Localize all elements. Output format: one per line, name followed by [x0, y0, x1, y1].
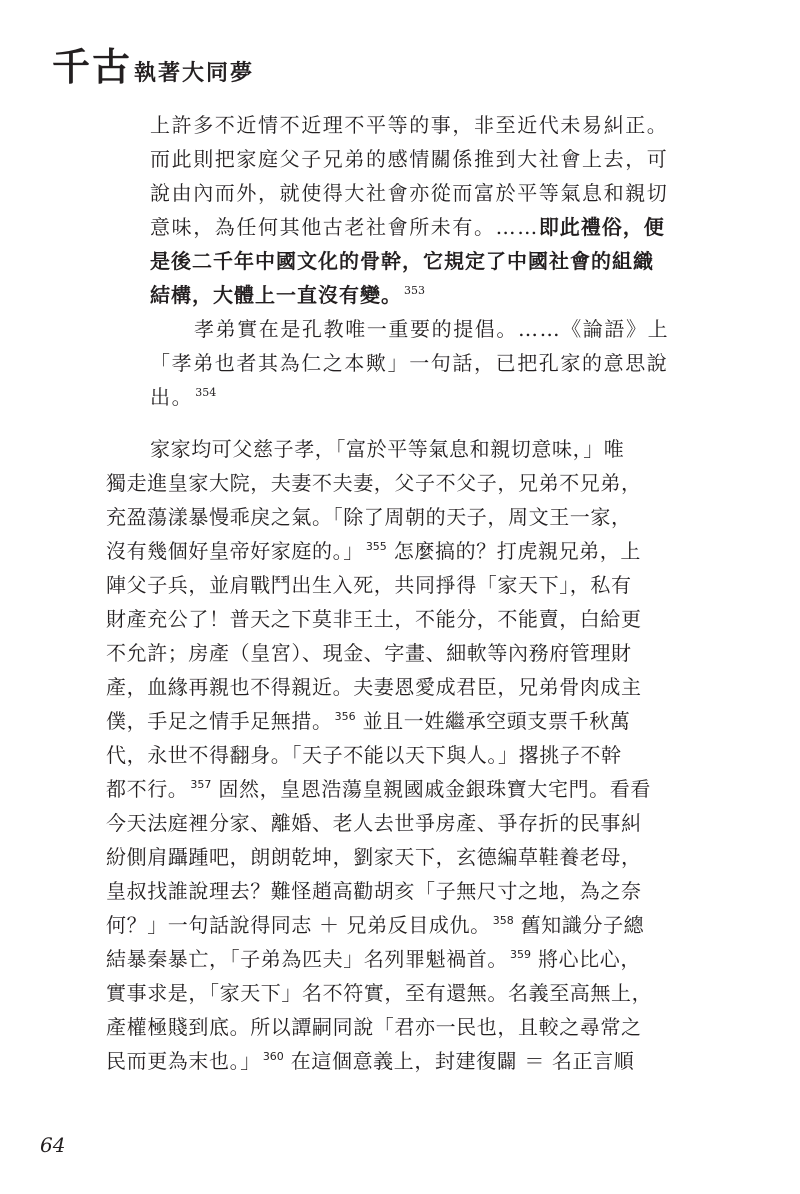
body-text: 在這個意義上，封建復闢 ＝ 名正言順 [290, 1049, 635, 1073]
body-line [106, 772, 678, 806]
body-line: 家家均可父慈子孝，「富於平等氣息和親切意味，」唯 [150, 437, 625, 461]
footnote-ref: 358 [492, 914, 514, 927]
footnote-ref: 356 [334, 710, 356, 723]
body-line [106, 534, 678, 568]
footnote-ref: 355 [365, 540, 387, 553]
quote-bold-line: 是後二千年中國文化的骨幹，它規定了中國社會的組織 [150, 249, 654, 273]
body-line: 皇叔找誰說理去？難怪趙高勸胡亥「子無尺寸之地，為之奈 [106, 879, 642, 903]
footnote-ref: 357 [190, 778, 212, 791]
book-title-sub: 執著大同夢 [134, 60, 255, 86]
body-line: 代，永世不得翻身。「天子不能以天下與人。」撂挑子不幹 [106, 743, 622, 767]
body-line: 不允許；房產（皇宮）、現金、字畫、細軟等內務府管理財 [106, 641, 632, 665]
body-text: 民而更為末也。」 [106, 1049, 261, 1073]
body-line: 產權極賤到底。所以譚嗣同說「君亦一民也，且較之尋常之 [106, 1015, 642, 1039]
body-line: 今天法庭裡分家、離婚、老人去世爭房產、爭存折的民事糾 [106, 811, 642, 835]
quote-text: 意味，為任何其他古老社會所未有。…… [150, 215, 539, 239]
body-line: 陣父子兵，並肩戰鬥出生入死，共同掙得「家天下」，私有 [106, 573, 632, 597]
quote-line: 「孝弟也者其為仁之本歟」一句話，已把孔家的意思說 [150, 351, 669, 375]
quote-line [150, 278, 678, 312]
quote-bold-text: 即此禮俗，便 [538, 215, 665, 239]
quote-line: 上許多不近情不近理不平等的事，非至近代未易糾正。 [150, 113, 669, 137]
body-line [106, 1044, 678, 1078]
body-line: 紛側肩躡踵吧，朗朗乾坤，劉家天下，玄德編草鞋養老母， [106, 845, 642, 869]
body-text: 並且一姓繼承空頭支票千秋萬 [362, 709, 631, 733]
block-quote [150, 108, 678, 414]
quote-line: 說由內而外，就使得大社會亦從而富於平等氣息和親切 [150, 181, 669, 205]
body-text: 固然，皇恩浩蕩皇親國戚金銀珠寶大宅門。看看 [218, 777, 651, 801]
body-text: 舊知識分子總 [520, 913, 645, 937]
body-text: 何？」一句話說得同志 ＋ 兄弟反目成仇。 [106, 913, 491, 937]
footnote-ref: 360 [262, 1050, 284, 1063]
quote-line [150, 380, 678, 414]
body-line [106, 942, 678, 976]
body-text: 僕，手足之情手足無措。 [106, 709, 333, 733]
body-text: 怎麼搞的？打虎親兄弟，上 [393, 539, 641, 563]
footnote-ref: 353 [404, 284, 425, 297]
quote-line [150, 210, 678, 244]
quote-line: 而此則把家庭父子兄弟的感情關係推到大社會上去，可 [150, 147, 669, 171]
book-title-main: 千古 [52, 44, 133, 89]
quote-bold-text: 結構，大體上一直沒有變。 [150, 283, 402, 307]
body-text: 沒有幾個好皇帝好家庭的。」 [106, 539, 364, 563]
body-line: 獨走進皇家大院，夫妻不夫妻，父子不父子，兄弟不兄弟， [106, 471, 642, 495]
page-number: 64 [40, 1133, 66, 1157]
body-text: 結暴秦暴亡，「子弟為匹夫」名列罪魁禍首。 [106, 947, 508, 971]
quote-text: 出。 [150, 385, 194, 409]
running-header [52, 36, 255, 89]
body-line: 產，血緣再親也不得親近。夫妻恩愛成君臣，兄弟骨肉成主 [106, 675, 642, 699]
footnote-ref: 354 [195, 386, 217, 399]
footnote-ref: 359 [510, 948, 531, 961]
body-text: 將心比心， [537, 947, 641, 971]
body-line [106, 908, 678, 942]
body-paragraph [106, 432, 678, 1078]
body-line: 實事求是，「家天下」名不符實，至有還無。名義至高無上， [106, 981, 653, 1005]
quote-line: 孝弟實在是孔教唯一重要的提倡。……《論語》上 [194, 317, 670, 341]
body-line: 充盈蕩漾暴慢乖戾之氣。「除了周朝的天子，周文王一家， [106, 505, 632, 529]
body-line [106, 704, 678, 738]
body-text: 都不行。 [106, 777, 189, 801]
body-line: 財產充公了！普天之下莫非王土，不能分，不能賣，白給更 [106, 607, 642, 631]
